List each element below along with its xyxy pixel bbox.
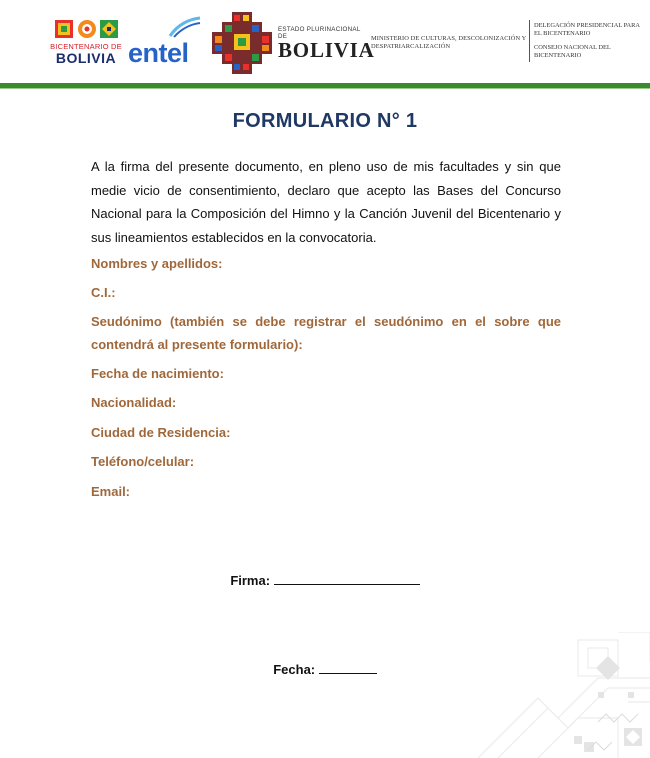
fecha-line [319, 661, 377, 674]
fecha-label: Fecha: [273, 662, 316, 677]
header-divider [529, 20, 530, 62]
delegacion-label: DELEGACIÓN PRESIDENCIAL PARA EL BICENTENARIO [534, 22, 640, 37]
bicentenario-logo [50, 18, 122, 66]
firma-line [274, 572, 420, 585]
entel-wordmark: entel [128, 38, 189, 68]
firma-row [0, 572, 650, 588]
page-header [0, 0, 650, 84]
field-ciudad: Ciudad de Residencia: [91, 425, 231, 440]
field-nombres: Nombres y apellidos: [91, 256, 223, 271]
field-nacionalidad: Nacionalidad: [91, 395, 177, 410]
estado-name: BOLIVIA [278, 38, 375, 62]
bicentenario-emblem-icon [54, 18, 120, 40]
entel-logo [128, 14, 204, 68]
header-rule-light [0, 88, 650, 89]
chakana-emblem-icon [212, 12, 272, 74]
field-fecha-nacimiento: Fecha de nacimiento: [91, 366, 224, 381]
field-ci: C.I.: [91, 285, 116, 300]
delegacion-block [534, 22, 646, 60]
form-title: FORMULARIO N° 1 [232, 110, 418, 132]
intro-paragraph: A la firma del presente documento, en pleno uso de mis facultades y sin que medie vicio de consentimiento, declaro que acepto las Bases del Concurso Nacional para la Composición del Himno y la Canción Juvenil del Bicentenario y sus lineamientos establecidos en la convocatoria. [91, 159, 561, 245]
field-email: Email: [91, 484, 131, 499]
andean-pattern-watermark-icon [478, 632, 650, 758]
firma-label: Firma: [230, 573, 271, 588]
bicentenario-name: BOLIVIA [55, 50, 117, 66]
estado-subtitle: ESTADO PLURINACIONAL DE [278, 26, 361, 40]
field-telefono: Teléfono/celular: [91, 454, 195, 469]
estado-plurinacional-logo [278, 26, 375, 62]
consejo-label: CONSEJO NACIONAL DEL BICENTENARIO [534, 44, 611, 59]
entel-swoosh-icon [168, 16, 202, 38]
bicentenario-subtitle: BICENTENARIO DE [50, 42, 122, 51]
ministerio-label: MINISTERIO DE CULTURAS, DESCOLONIZACIÓN Y DESPATRIARCALIZACIÓN [371, 35, 527, 50]
field-seudonimo: Seudónimo (también se debe registrar el seudónimo en el sobre que contendrá al presente formulario): [91, 314, 561, 352]
